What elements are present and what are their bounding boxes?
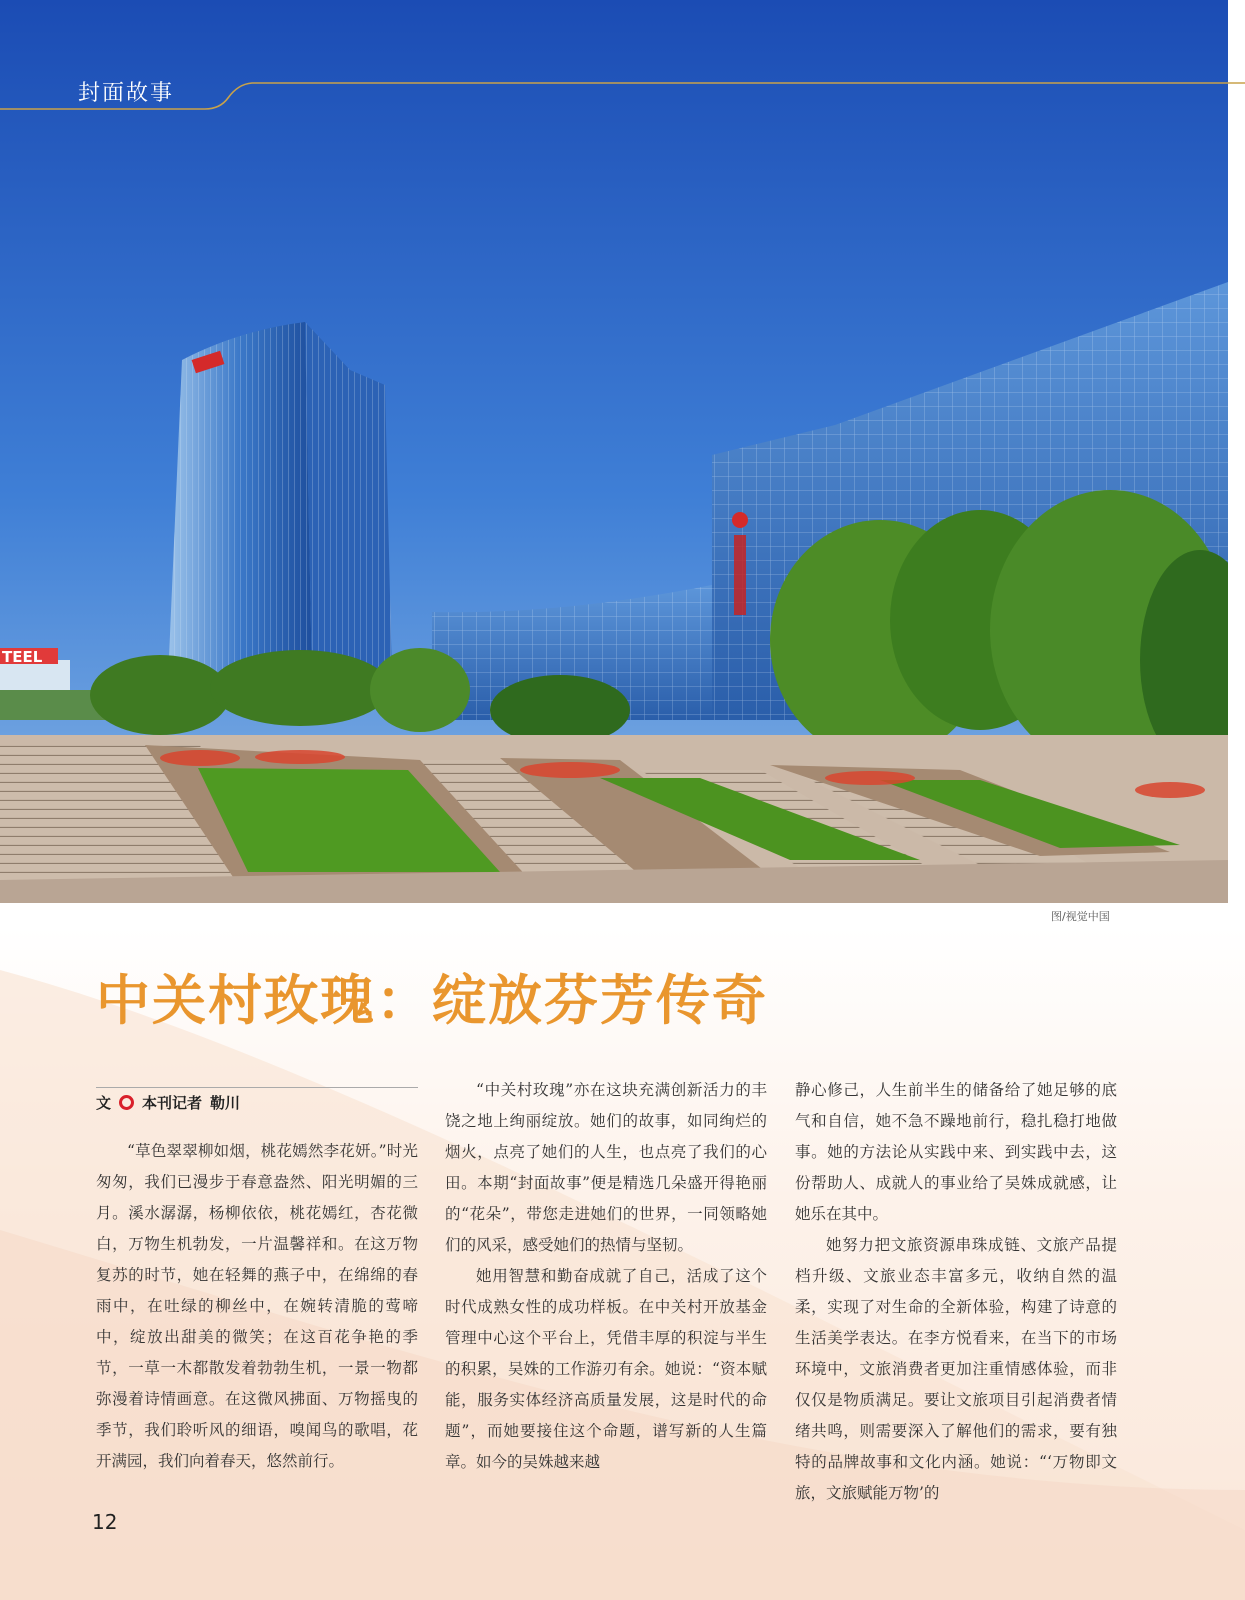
sign-left-text: TEEL — [2, 648, 43, 666]
paragraph: 她努力把文旅资源串珠成链、文旅产品提档升级、文旅业态丰富多元，收纳自然的温柔，实现了对生命的全新体验，构建了诗意的生活美学表达。在李方悦看来，在当下的市场环境中，文旅消费者更加注重情感体验，而非仅仅是物质满足。要让文旅项目引起消费者情绪共鸣，则需要深入了解他们的需求，要有独特的品牌故事和文化内涵。她说：“‘万物即文旅，文旅赋能万物’的 — [795, 1236, 1117, 1502]
article-column-3 — [795, 1075, 1117, 1509]
paragraph: 她用智慧和勤奋成就了自己，活成了这个时代成熟女性的成功样板。在中关村开放基金管理中心这个平台上，凭借丰厚的积淀与半生的积累，吴姝的工作游刃有余。她说：“资本赋能，服务实体经济高质量发展，这是时代的命题”，而她要接住这个命题，谱写新的人生篇章。如今的吴姝越来越 — [445, 1267, 767, 1471]
byline — [96, 1092, 240, 1113]
article-column-1 — [96, 1136, 418, 1477]
page-number: 12 — [92, 1510, 118, 1534]
bullet-circle-icon — [119, 1095, 134, 1110]
paragraph: “草色翠翠柳如烟，桃花嫣然李花妍。”时光匆匆，我们已漫步于春意盎然、阳光明媚的三月。溪水潺潺，杨柳依依，桃花嫣红，杏花微白，万物生机勃发，一片温馨祥和。在这万物复苏的时节，她在轻舞的燕子中，在绵绵的春雨中，在吐绿的柳丝中，在婉转清脆的莺啼中，绽放出甜美的微笑；在这百花争艳的季节，一草一木都散发着勃勃生机，一景一物都弥漫着诗情画意。在这微风拂面、万物摇曳的季节，我们聆听风的细语，嗅闻鸟的歌唱，花开满园，我们向着春天，悠然前行。 — [96, 1142, 418, 1470]
byline-role: 本刊记者 — [142, 1094, 203, 1112]
photo-credit: 图/视觉中国 — [1051, 910, 1110, 923]
paragraph: “中关村玫瑰”亦在这块充满创新活力的丰饶之地上绚丽绽放。她们的故事，如同绚烂的烟火，点亮了她们的人生，也点亮了我们的心田。本期“封面故事”便是精选几朵盛开得艳丽的“花朵”，带您走进她们的世界，一同领略她们的风采，感受她们的热情与坚韧。 — [445, 1081, 767, 1254]
paragraph: 静心修己，人生前半生的储备给了她足够的底气和自信，她不急不躁地前行，稳扎稳打地做事。她的方法论从实践中来、到实践中去，这份帮助人、成就人的事业给了吴姝成就感，让她乐在其中。 — [795, 1081, 1117, 1223]
byline-author: 勒川 — [210, 1094, 241, 1112]
section-label: 封面故事 — [78, 81, 175, 106]
section-header-line — [0, 70, 1245, 120]
byline-prefix: 文 — [96, 1094, 112, 1112]
article-title: 中关村玫瑰：绽放芬芳传奇 — [96, 968, 768, 1032]
byline-rule — [96, 1087, 418, 1088]
article-column-2 — [445, 1075, 767, 1478]
